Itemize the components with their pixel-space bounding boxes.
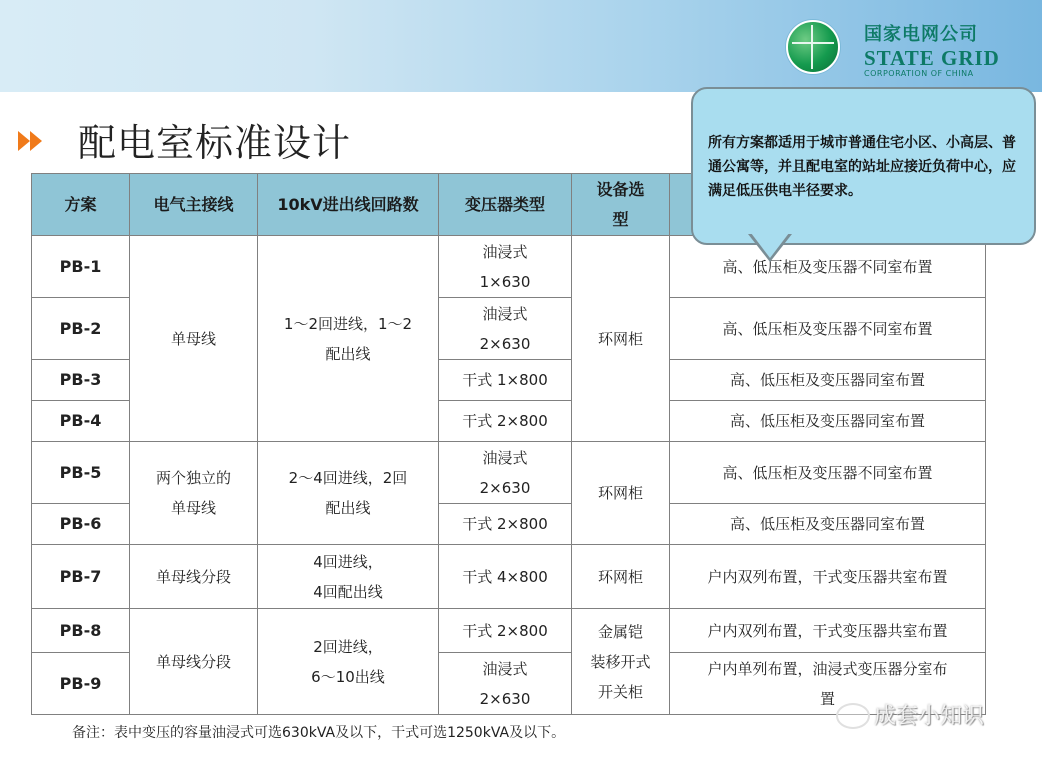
header-equipment: 设备选 型	[572, 174, 670, 236]
wiring-cell: 单母线分段	[130, 545, 258, 609]
header-wiring: 电气主接线	[130, 174, 258, 236]
plan-id: PB-1	[32, 236, 130, 298]
circuits-cell: 4回进线， 4回配出线	[258, 545, 439, 609]
state-grid-logo	[776, 14, 1000, 84]
transformer-cell: 油浸式 1×630	[439, 236, 572, 298]
layout-cell: 高、低压柜及变压器同室布置	[670, 504, 986, 545]
equipment-cell: 环网柜	[572, 442, 670, 545]
circuits-cell: 2回进线， 6～10出线	[258, 609, 439, 715]
callout-text: 所有方案都适用于城市普通住宅小区、小高层、普通公寓等，并且配电室的站址应接近负荷中心，应满足低压供电半径要求。	[708, 135, 1016, 199]
plan-id: PB-9	[32, 653, 130, 715]
transformer-cell: 干式 2×800	[439, 504, 572, 545]
header-transformer: 变压器类型	[439, 174, 572, 236]
equipment-cell: 环网柜	[572, 236, 670, 442]
logo-subtitle: CORPORATION OF CHINA	[864, 69, 974, 78]
watermark	[826, 695, 1016, 735]
layout-cell: 高、低压柜及变压器同室布置	[670, 401, 986, 442]
transformer-cell: 干式 1×800	[439, 360, 572, 401]
transformer-cell: 油浸式 2×630	[439, 653, 572, 715]
plan-id: PB-7	[32, 545, 130, 609]
wiring-cell: 单母线	[130, 236, 258, 442]
plan-id: PB-2	[32, 298, 130, 360]
logo-english-name: STATE GRID	[864, 46, 1000, 70]
layout-cell: 高、低压柜及变压器不同室布置	[670, 236, 986, 298]
wiring-cell: 两个独立的 单母线	[130, 442, 258, 545]
table-row	[32, 545, 986, 609]
chat-bubble-icon	[836, 703, 870, 729]
transformer-cell: 油浸式 2×630	[439, 442, 572, 504]
logo-chinese-name: 国家电网公司	[864, 24, 978, 45]
plan-id: PB-4	[32, 401, 130, 442]
layout-cell: 高、低压柜及变压器同室布置	[670, 360, 986, 401]
circuits-cell: 2～4回进线，2回 配出线	[258, 442, 439, 545]
design-plan-table	[31, 173, 986, 715]
globe-icon	[786, 20, 840, 74]
plan-id: PB-6	[32, 504, 130, 545]
layout-cell: 户内双列布置，干式变压器共室布置	[670, 545, 986, 609]
table-row	[32, 442, 986, 504]
layout-cell: 高、低压柜及变压器不同室布置	[670, 298, 986, 360]
circuits-cell: 1～2回进线，1～2 配出线	[258, 236, 439, 442]
header-plan: 方案	[32, 174, 130, 236]
equipment-cell: 金属铠 装移开式 开关柜	[572, 609, 670, 715]
callout-tail-fill	[751, 233, 789, 258]
plan-id: PB-8	[32, 609, 130, 653]
transformer-cell: 干式 4×800	[439, 545, 572, 609]
plan-id: PB-3	[32, 360, 130, 401]
wiring-cell: 单母线分段	[130, 609, 258, 715]
layout-cell: 户内双列布置，干式变压器共室布置	[670, 609, 986, 653]
table-row	[32, 609, 986, 653]
page-title: 配电室标准设计	[78, 121, 352, 165]
layout-cell: 高、低压柜及变压器不同室布置	[670, 442, 986, 504]
transformer-cell: 干式 2×800	[439, 609, 572, 653]
header-circuits: 10kV进出线回路数	[258, 174, 439, 236]
watermark-text: 成套小知识	[874, 704, 985, 729]
transformer-cell: 干式 2×800	[439, 401, 572, 442]
footnote: 备注：表中变压的容量油浸式可选630kVA及以下，干式可选1250kVA及以下。	[72, 725, 566, 741]
equipment-cell: 环网柜	[572, 545, 670, 609]
layout-cell: 户内单列布置，油浸式变压器分室布 置	[670, 653, 986, 715]
transformer-cell: 油浸式 2×630	[439, 298, 572, 360]
orange-double-arrow-icon	[16, 128, 46, 154]
plan-id: PB-5	[32, 442, 130, 504]
